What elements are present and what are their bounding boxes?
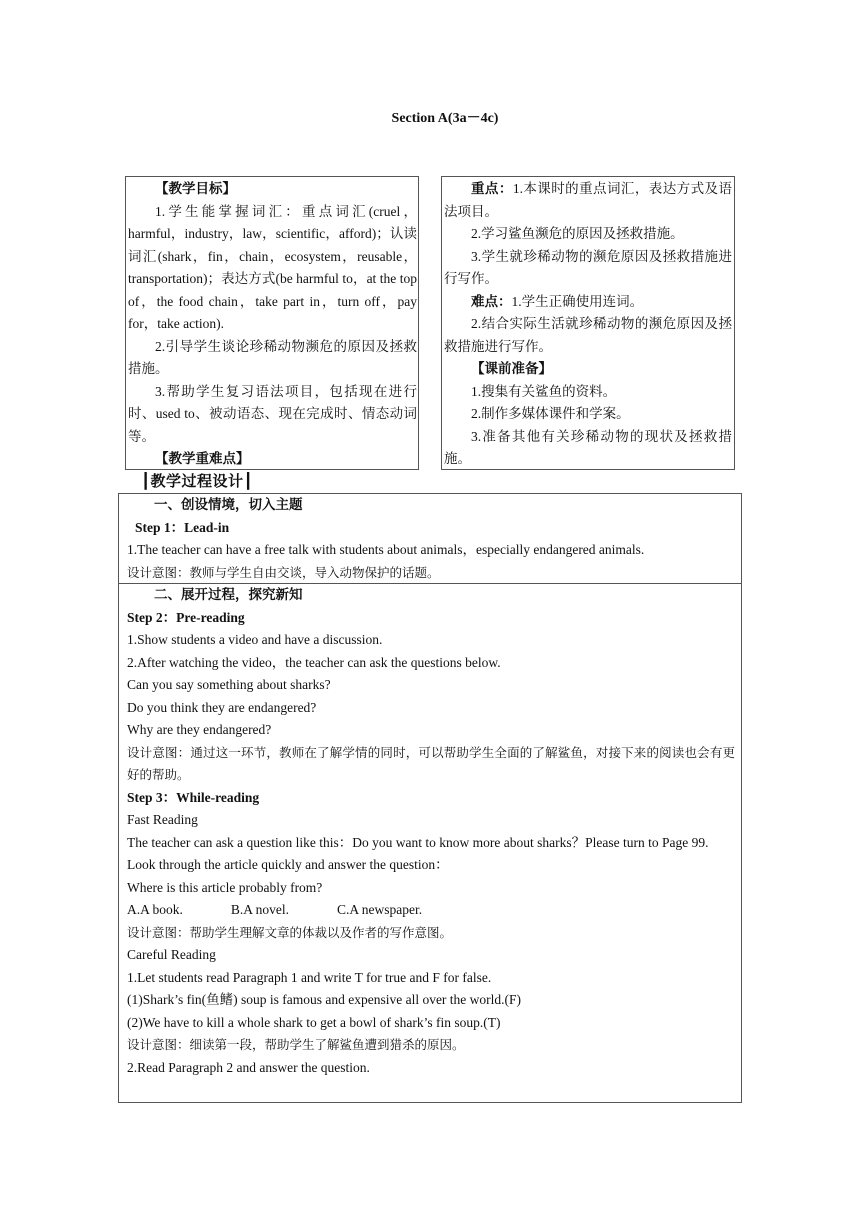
difficulty-label: 难点： <box>471 293 512 309</box>
step-2-design-note: 设计意图：通过这一环节，教师在了解学情的同时，可以帮助学生全面的了解鲨鱼，对接下来的阅读也会有更好的帮助。 <box>127 744 735 782</box>
careful-reading-statement-1: (1)Shark’s fin(鱼鳍) soup is famous and expensive all over the world.(F) <box>127 992 522 1007</box>
key-point-1-text: 1.本课时的重点词汇，表达方式及语法项目。 <box>444 181 732 219</box>
key-points-box <box>441 176 735 470</box>
step-1-title: Step 1：Lead-in <box>135 519 230 535</box>
stage-2-title: 二、展开过程，探究新知 <box>154 587 303 602</box>
careful-reading-line-1: 1.Let students read Paragraph 1 and write T for true and F for false. <box>127 969 492 985</box>
key-point-2: 2.学习鲨鱼濒危的原因及拯救措施。 <box>471 226 684 241</box>
difficulty-2: 2.结合实际生活就珍稀动物的濒危原因及拯救措施进行写作。 <box>444 316 732 354</box>
answer-options <box>127 899 735 922</box>
preparation-heading: 【课前准备】 <box>471 361 552 376</box>
key-point-3: 3.学生就珍稀动物的濒危原因及拯救措施进行写作。 <box>444 248 732 286</box>
process-cell-1 <box>119 494 741 584</box>
process-table <box>118 493 742 1103</box>
step-3-title: Step 3：While-reading <box>127 789 260 805</box>
step-2-title: Step 2：Pre-reading <box>127 609 245 625</box>
fast-reading-question: Where is this article probably from? <box>127 879 323 895</box>
option-c: C.A newspaper. <box>337 902 423 917</box>
step-2-line-1: 1.Show students a video and have a discussion. <box>127 632 383 647</box>
difficulty-1 <box>444 291 732 314</box>
key-label: 重点： <box>471 181 513 196</box>
process-heading: ┃教学过程设计┃ <box>141 474 254 490</box>
goal-2: 2.引导学生谈论珍稀动物濒危的原因及拯救措施。 <box>128 338 417 376</box>
step-2-question-3: Why are they endangered? <box>127 722 272 737</box>
preparation-2: 2.制作多媒体课件和学案。 <box>471 406 630 421</box>
step-1-design-note: 设计意图：教师与学生自由交谈，导入动物保护的话题。 <box>127 564 440 580</box>
fast-reading-design-note: 设计意图：帮助学生理解文章的体裁以及作者的写作意图。 <box>127 924 453 940</box>
careful-reading-line-2: 2.Read Paragraph 2 and answer the question. <box>127 1059 370 1075</box>
goal-1: 1.学生能掌握词汇：重点词汇(cruel，harmful，industry，law，scientific，afford)；认读词汇(shark，fin，chain，ecosystem，reusable，transportation)；表达方式(be harmful to，at the top of，the food chain，take part in，turn off，pay for，take action). <box>128 203 417 331</box>
key-point-1 <box>444 178 732 223</box>
step-2-question-1: Can you say something about sharks? <box>127 677 331 692</box>
careful-reading-title: Careful Reading <box>127 947 216 962</box>
option-b: B.A novel. <box>230 902 290 917</box>
fast-reading-line-2: Look through the article quickly and answer the question： <box>127 857 449 872</box>
option-a: A.A book. <box>127 902 183 917</box>
careful-reading-statement-2: (2)We have to kill a whole shark to get a bowl of shark’s fin soup.(T) <box>127 1014 501 1030</box>
fast-reading-line-1: The teacher can ask a question like this：Do you want to know more about sharks？Please turn to Page 99. <box>127 834 709 850</box>
difficulty-1-text: 1.学生正确使用连词。 <box>511 293 644 309</box>
step-2-line-2: 2.After watching the video，the teacher can ask the questions below. <box>127 654 501 670</box>
step-1-line-1: 1.The teacher can have a free talk with students about animals，especially endangered animals. <box>127 542 645 557</box>
careful-reading-design-note: 设计意图：细读第一段，帮助学生了解鲨鱼遭到猎杀的原因。 <box>127 1037 465 1052</box>
step-2-question-2: Do you think they are endangered? <box>127 699 317 715</box>
objectives-box <box>125 176 419 470</box>
preparation-3: 3.准备其他有关珍稀动物的现状及拯救措施。 <box>444 428 732 466</box>
process-cell-2 <box>119 584 741 1079</box>
fast-reading-title: Fast Reading <box>127 812 198 827</box>
goal-3: 3.帮助学生复习语法项目，包括现在进行时、used to、被动语态、现在完成时、情态动词等。 <box>128 383 417 444</box>
page-title: Section A(3a－4c) <box>391 111 499 126</box>
stage-1-title: 一、创设情境，切入主题 <box>154 497 303 512</box>
preparation-1: 1.搜集有关鲨鱼的资料。 <box>471 383 617 399</box>
goals-heading: 【教学目标】 <box>155 181 236 196</box>
key-points-heading: 【教学重难点】 <box>155 451 250 466</box>
